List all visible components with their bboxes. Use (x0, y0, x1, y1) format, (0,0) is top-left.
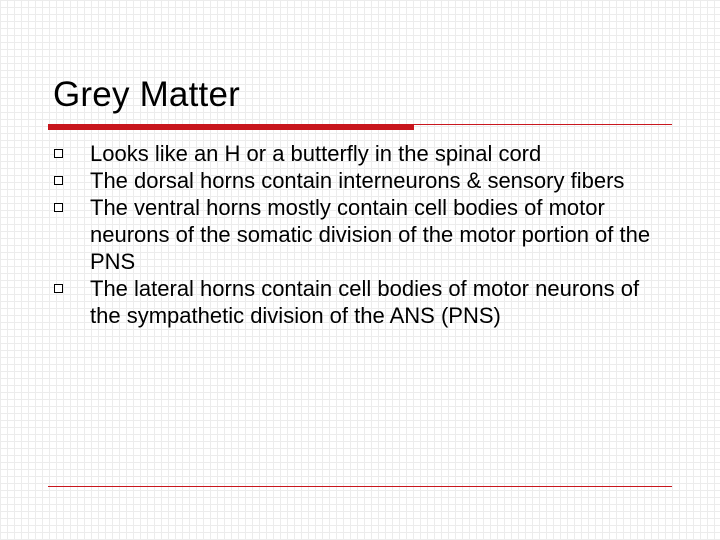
hollow-square-bullet-icon (54, 149, 63, 158)
bullet-text: The dorsal horns contain interneurons & sensory fibers (90, 168, 625, 193)
bullet-item (54, 194, 674, 275)
bullet-text: The ventral horns mostly contain cell bodies of motor neurons of the somatic division of the motor portion of the PNS (90, 195, 651, 274)
bullet-item (54, 275, 674, 329)
hollow-square-bullet-icon (54, 284, 63, 293)
bullet-text: Looks like an H or a butterfly in the spinal cord (90, 141, 542, 166)
bullet-item (54, 140, 674, 167)
slide-title: Grey Matter (53, 75, 240, 114)
title-underline-accent (48, 124, 414, 130)
bullet-item (54, 167, 674, 194)
hollow-square-bullet-icon (54, 203, 63, 212)
hollow-square-bullet-icon (54, 176, 63, 185)
bullet-text: The lateral horns contain cell bodies of motor neurons of the sympathetic division of the ANS (PNS) (90, 276, 640, 328)
bullet-list (54, 140, 674, 329)
footer-divider (48, 486, 672, 487)
